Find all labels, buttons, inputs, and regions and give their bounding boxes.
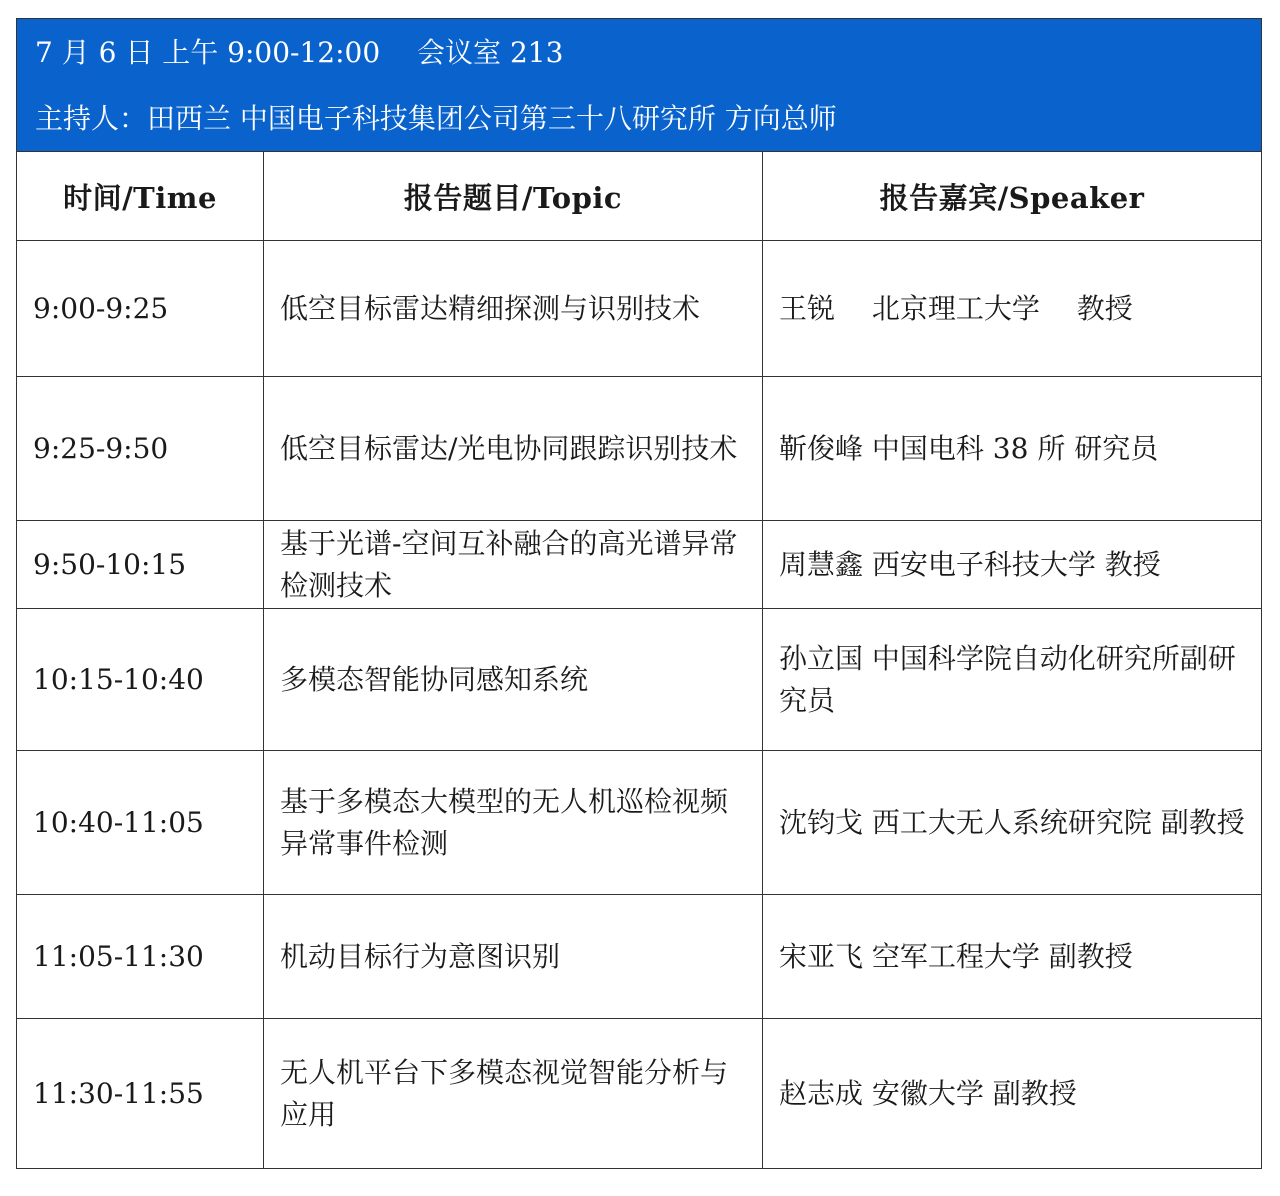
topic-cell: 低空目标雷达/光电协同跟踪识别技术	[264, 377, 763, 521]
topic-cell: 多模态智能协同感知系统	[264, 609, 763, 751]
speaker-cell: 孙立国 中国科学院自动化研究所副研究员	[763, 609, 1262, 751]
table-row	[17, 1019, 1262, 1169]
topic-cell: 基于多模态大模型的无人机巡检视频异常事件检测	[264, 751, 763, 895]
topic-cell: 无人机平台下多模态视觉智能分析与应用	[264, 1019, 763, 1169]
time-cell: 9:25-9:50	[17, 377, 264, 521]
session-header-row	[17, 19, 1262, 152]
speaker-cell: 靳俊峰 中国电科 38 所 研究员	[763, 377, 1262, 521]
schedule-table	[16, 18, 1262, 1169]
topic-cell: 机动目标行为意图识别	[264, 895, 763, 1019]
table-row	[17, 521, 1262, 609]
speaker-cell: 周慧鑫 西安电子科技大学 教授	[763, 521, 1262, 609]
table-row	[17, 609, 1262, 751]
time-cell: 10:15-10:40	[17, 609, 264, 751]
table-row	[17, 895, 1262, 1019]
column-header-row	[17, 152, 1262, 241]
topic-cell: 低空目标雷达精细探测与识别技术	[264, 241, 763, 377]
time-cell: 9:00-9:25	[17, 241, 264, 377]
speaker-cell: 沈钧戈 西工大无人系统研究院 副教授	[763, 751, 1262, 895]
column-header-time: 时间/Time	[17, 152, 264, 241]
table-row	[17, 751, 1262, 895]
column-header-speaker: 报告嘉宾/Speaker	[763, 152, 1262, 241]
table-row	[17, 241, 1262, 377]
speaker-cell: 赵志成 安徽大学 副教授	[763, 1019, 1262, 1169]
time-cell: 11:05-11:30	[17, 895, 264, 1019]
session-date-time-room: 7 月 6 日 上午 9:00-12:00 会议室 213	[35, 36, 564, 69]
speaker-cell: 王锐 北京理工大学 教授	[763, 241, 1262, 377]
topic-cell: 基于光谱-空间互补融合的高光谱异常检测技术	[264, 521, 763, 609]
table-row	[17, 377, 1262, 521]
column-header-topic: 报告题目/Topic	[264, 152, 763, 241]
time-cell: 9:50-10:15	[17, 521, 264, 609]
time-cell: 10:40-11:05	[17, 751, 264, 895]
speaker-cell: 宋亚飞 空军工程大学 副教授	[763, 895, 1262, 1019]
session-host: 主持人：田西兰 中国电子科技集团公司第三十八研究所 方向总师	[35, 102, 837, 135]
time-cell: 11:30-11:55	[17, 1019, 264, 1169]
session-header	[17, 19, 1262, 152]
